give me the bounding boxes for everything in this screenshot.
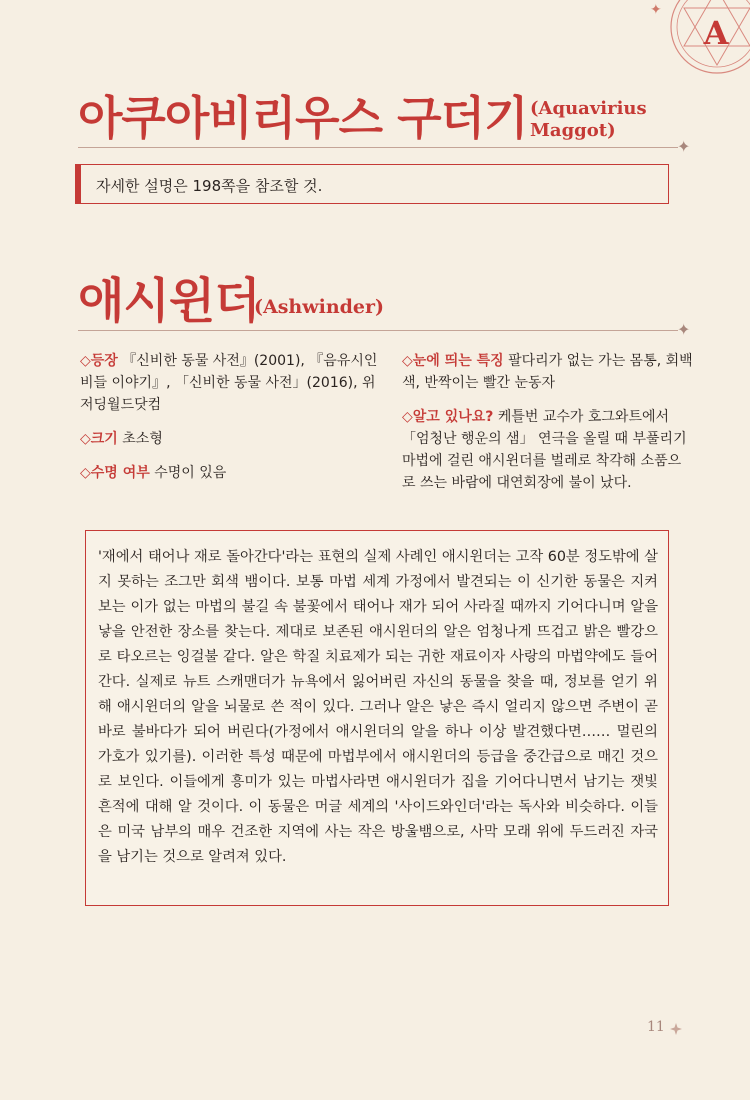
appearance-entry (80, 350, 380, 416)
did-you-know-entry (402, 406, 694, 494)
appearance-label: ◇등장 (80, 353, 118, 369)
info-left-column (80, 350, 380, 496)
info-right-column (402, 350, 694, 506)
heading-rule (78, 330, 678, 331)
see-page-text: 자세한 설명은 198쪽을 참조할 것. (96, 177, 323, 195)
crescent-star-icon (662, 1012, 696, 1046)
size-entry (80, 428, 380, 450)
size-value: 초소형 (122, 431, 163, 447)
star-icon: ✦ (650, 2, 662, 18)
features-label: ◇눈에 띄는 특징 (402, 353, 504, 369)
entry1-title-korean: 아쿠아비리우스 구더기 (78, 91, 528, 145)
entry1-title-english-line2: Maggot) (530, 120, 616, 141)
entry1-title-english-line1: (Aquavirius (530, 98, 647, 119)
rule-star-icon: ✦ (677, 137, 691, 156)
rule-star-icon: ✦ (677, 320, 691, 339)
page-number: 11 (647, 1019, 665, 1035)
entry2-title-korean: 애시윈더 (78, 273, 260, 329)
did-you-know-value: 케틀번 교수가 호그와트에서 「엄청난 행운의 샘」 연극을 올릴 때 부풀리기 마법에 걸린 애시윈더를 벌레로 착각해 소품으로 쓰는 바람에 대연회장에 불이 났다. (402, 409, 687, 491)
lifespan-label: ◇수명 여부 (80, 465, 150, 481)
see-page-accent-bar (75, 164, 81, 204)
lifespan-value: 수명이 있음 (154, 465, 227, 481)
description-text: '재에서 태어나 재로 돌아간다'라는 표현의 실제 사례인 애시윈더는 고작 60분 정도밖에 살지 못하는 조그만 회색 뱀이다. 보통 마법 세계 가정에서 발견되는 이 신기한 동물은 지켜보는 이가 없는 마법의 불길 속 불꽃에서 태어나 재가 되어 사라질 때까지 기어다니며 알을 낳을 안전한 장소를 찾는다. 제대로 보존된 애시윈더의 알은 엄청나게 뜨겁고 밝은 빨강으로 타오르는 잉걸불 같다. 알은 학질 치료제가 되는 귀한 재료이자 사랑의 마법약에도 들어간다. 실제로 뉴트 스캐맨더가 뉴욕에서 잃어버린 자신의 동물을 찾을 때, 정보를 얻기 위해 애시윈더의 알을 뇌물로 쓴 적이 있다. 그러나 알은 낳은 즉시 얼리지 않으면 주변이 곧바로 불바다가 되어 버린다(가정에서 애시윈더의 알을 하나 이상 발견했다면…… 멀린의 가호가 있기를). 이러한 특성 때문에 마법부에서 애시윈더의 등급을 중간급으로 매긴 것으로 보인다. 이들에게 흥미가 있는 마법사라면 애시윈더가 집을 기어다니면서 남기는 잿빛 흔적에 대해 알 것이다. 이 동물은 머글 세계의 '사이드와인더'라는 독사와 비슷하다. 이들은 미국 남부의 매우 건조한 지역에 사는 작은 방울뱀으로, 사막 모래 위에 두드러진 자국을 남기는 것으로 알려져 있다. (98, 549, 658, 865)
lifespan-entry (80, 462, 380, 484)
size-label: ◇크기 (80, 431, 118, 447)
did-you-know-label: ◇알고 있나요? (402, 409, 494, 425)
entry2-title-english: (Ashwinder) (254, 296, 385, 318)
section-letter: A (703, 14, 729, 52)
entry1-title-english (530, 98, 647, 142)
features-entry (402, 350, 694, 394)
appearance-value: 『신비한 동물 사전』(2001), 『음유시인 비들 이야기』, 「신비한 동물 사전」(2016), 위저딩월드닷컴 (80, 353, 378, 413)
heading-rule (78, 147, 678, 148)
features-value: 팔다리가 없는 가는 몸통, 회백색, 반짝이는 빨간 눈동자 (402, 353, 693, 391)
